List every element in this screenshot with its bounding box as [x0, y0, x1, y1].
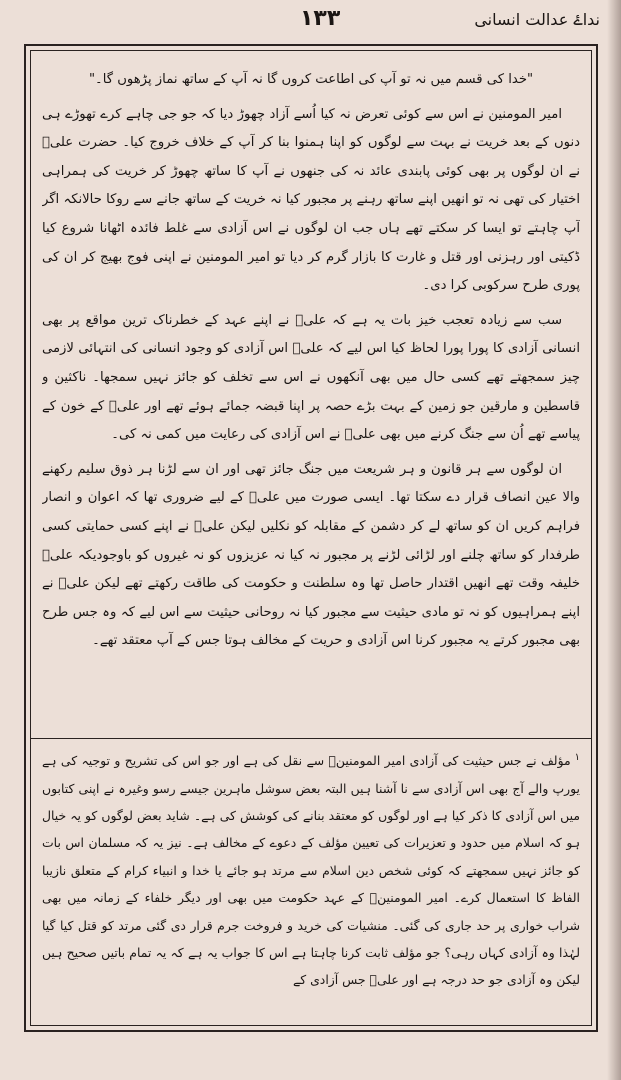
- footnote-marker: ۱: [574, 752, 580, 763]
- paragraph: امیر المومنین نے اس سے کوئی تعرض نہ کیا اُسے آزاد چھوڑ دیا کہ جو جی چاہے کرے تھوڑے ہی دنوں کے بعد خریت نے بہت سے لوگوں کو اپنا ہمنوا بنا کر آپ کے خلاف خروج کیا۔ حضرت علیؑ نے ان لوگوں پر بھی کوئی پابندی عائد نہ کی جنھوں نے آپ کا ساتھ چھوڑ کر خریت کی ہمراہی اختیار کی تھی نہ تو انھیں اپنے ساتھ رہنے پر مجبور کیا نہ خریت کے ساتھ جانے سے روکا حالانکہ اگر آپ چاہتے تو ایسا کر سکتے تھے ہاں جب ان لوگوں نے اس آزادی سے غلط فائدہ اٹھانا شروع کیا ڈکیتی اور رہزنی اور قتل و غارت کا بازار گرم کر دیا تو امیر المومنین نے اپنی فوج بھیج کر ان کی پوری طرح سرکوبی کرا دی۔: [42, 106, 580, 294]
- paragraph: سب سے زیادہ تعجب خیز بات یہ ہے کہ علیؑ نے اپنے عہد کے خطرناک ترین مواقع پر بھی انسانی آزادی کا پورا پورا لحاظ کیا اس لیے کہ علیؑ اس آزادی کو وجود انسانی کی انتہائی لازمی چیز سمجھتے تھے کسی حال میں بھی آنکھوں نے اس سے تخلف کو جائز نہیں سمجھا۔ ناکثین و قاسطین و مارقین جو زمین کے بہت بڑے حصہ پر اپنا قبضہ جمائے ہوئے تھے اور علیؑ کے خون کے پیاسے تھے اُن سے جنگ کرنے میں بھی علیؑ نے اس آزادی کی رعایت میں کمی نہ کی۔: [42, 312, 580, 443]
- page-number: ۱۳۳: [300, 6, 341, 31]
- main-text: [42, 66, 580, 732]
- footnote-text: مؤلف نے جس حیثیت کی آزادی امیر المومنینؑ سے نقل کی ہے اور جو اس کی تشریح و توجیہ کی ہے یورپ والے آج بھی اس آزادی سے نا آشنا ہیں البتہ بعض سوشل ماہرین جیسے رسو وغیرہ نے اپنی کتابوں میں اس آزادی کا ذکر کیا ہے اور لوگوں کو معتقد بنانے کی کوشش کی ہے۔ شاید بعض لوگوں کو یہ خیال ہو کہ اسلام میں حدود و تعزیرات کی تعیین مؤلف کے دعوے کے مخالف ہے۔ نیز یہ کہ مسلمان اس بات کو جائز نہیں سمجھتے کہ کوئی شخص دین اسلام سے مرتد ہو جائے یا خدا و انبیاء کرام کے متعلق نازیبا الفاظ کا استعمال کرے۔ امیر المومنینؑ کے عہد حکومت میں بھی اور دیگر خلفاء کے زمانہ میں بھی شراب خواری پر حد جاری کی گئی۔ منشیات کی خرید و فروخت جرم قرار دی گئی مرتد کو قتل کیا گیا لہٰذا وہ آزادی کہاں رہی؟ جو مؤلف ثابت کرنا چاہتا ہے اس کا جواب یہ ہے کہ یہ تمام باتیں صحیح ہیں لیکن وہ آزادی جو حد درجہ ہے اور علیؑ جس آزادی کے: [42, 753, 580, 988]
- footnote-paragraph: [42, 744, 580, 994]
- running-title: نداۓ عدالت انسانی: [474, 10, 600, 29]
- footnote-divider: [30, 738, 592, 739]
- quote-paragraph: "خدا کی قسم میں نہ تو آپ کی اطاعت کروں گا نہ آپ کے ساتھ نماز پڑھوں گا۔": [88, 72, 534, 87]
- page-header: [20, 6, 600, 40]
- page-edge-shadow: [607, 0, 621, 1080]
- paragraph: ان لوگوں سے ہر قانون و ہر شریعت میں جنگ جائز تھی اور ان سے لڑنا ہر ذوق سلیم رکھنے والا عین انصاف قرار دے سکتا تھا۔ ایسی صورت میں علیؑ کے لیے ضروری تھا کہ اعوان و انصار فراہم کریں ان کو ساتھ لے کر دشمن کے مقابلہ کو نکلیں لیکن علیؑ نے اپنے کسی حمایتی کسی طرفدار کو ساتھ چلنے اور لڑائی لڑنے پر مجبور نہ کیا نہ عزیزوں کو نہ غیروں کو باوجودیکہ علیؑ خلیفہ وقت تھے انھیں اقتدار حاصل تھا وہ سلطنت و حکومت کی طاقت رکھتے تھے لیکن علیؑ نے اپنے ہمراہیوں کو نہ تو مادی حیثیت سے مجبور کیا نہ روحانی حیثیت سے اس لیے کہ وہ جس طرح بھی مجبور کرتے یہ مجبور کرنا اس آزادی و حریت کے مخالف ہوتا جس کے آپ معتقد تھے۔: [42, 461, 580, 649]
- footnote: [42, 744, 580, 1020]
